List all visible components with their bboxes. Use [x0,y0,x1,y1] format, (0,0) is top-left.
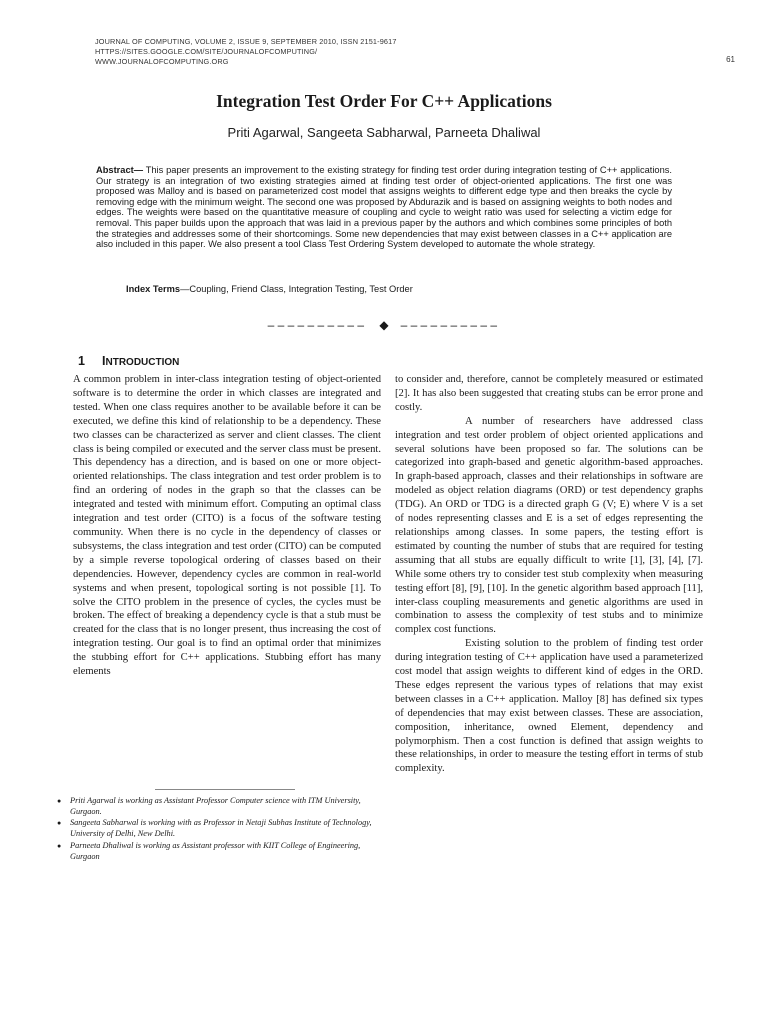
bullet-icon: ● [57,841,62,850]
right-column [395,373,703,776]
footnote-text: Parneeta Dhaliwal is working as Assistant professor with KIIT College of Engineering, Gurgaon [70,840,361,861]
journal-name: JOURNAL OF COMPUTING, VOLUME 2, ISSUE 9, SEPTEMBER 2010, ISSN 2151-9617 [95,37,397,46]
paper-title: Integration Test Order For C++ Applications [216,91,552,111]
paper-authors: Priti Agarwal, Sangeeta Sabharwal, Parneeta Dhaliwal [227,125,541,140]
journal-url: HTTPS://SITES.GOOGLE.COM/SITE/JOURNALOFCOMPUTING/ [95,47,318,57]
left-column [73,373,381,679]
footnote-item [57,841,387,862]
footnote-item [57,818,387,839]
body-paragraph: to consider and, therefore, cannot be completely measured or estimated [2]. It has also been suggested that creating stubs can be error prone and costly. [395,374,703,413]
running-header [95,37,675,68]
section-heading [78,352,179,370]
section-title-rest: NTRODUCTION [105,357,180,368]
bullet-icon: ● [57,819,62,828]
footnote-text: Priti Agarwal is working as Assistant Professor Computer science with ITM University, Gurgaon. [70,796,361,816]
diamond-icon: ◆ [379,318,389,332]
abstract-text: This paper presents an improvement to the existing strategy for finding test order during integration testing of C++ applications. Our strategy is an integration of two existing strategies aimed at finding test order of object-oriented applications. The first one was proposed was Malloy and is based on parameterized cost model that assigns weights to different edge type and then breaks the cycle by removing edge with the minimum weight. The second one was proposed by Abdurazik and is based on assigning weights to both nodes and edges. The weights were based on the quantitative measure of coupling and cycle to weight ratio was used for selecting a victim edge for removal. This paper builds upon the approach that was laid in a previous paper by the authors and which combines some principles of both the strategies and addresses some of their shortcomings. Some new dependencies that may exist between classes in a C++ application are also included in this paper. We also present a tool Class Test Ordering System developed to automate the whole strategy. [96,165,672,250]
body-paragraph: A common problem in inter-class integration testing of object-oriented software is to determine the order in which classes are integrated and tested. When one class requires another to be available before it can be executed, we define this kind of relationship to be a dependency. These two classes can be characterized as server and client classes. The client class is being compiled or executed and the server class must be present. This dependency has a direction, and is based on one or more object-oriented relationships. The class integration and test order problem is to find an ordering of nodes in the graph so that the classes can be integrated and tested with minimum effort. Computing an optimal class integration and test order (CITO) is a focus of the software testing community. When there is no cycle in the dependency of classes or subsystems, the class integration and test order (CITO) can be computed by a simple reverse topological ordering of classes based on their dependencies. However, dependency cycles are common in real-world systems and when present, topological sorting is not possible [1]. To solve the CITO problem in the presence of cycles, the cycles must be broken. The effect of breaking a dependency cycle is that a stub must be created for the class that is no longer present, thus increasing the cost of integration testing. Our goal is to find an optimal order that minimizes the stubbing effort for C++ applications. Stubbing effort has many elements [73,374,381,678]
index-terms [126,284,686,294]
body-paragraph: A number of researchers have addressed class integration and test order problem of object oriented applications and several solutions have been proposed so far. The solutions can be categorized into graph-based and genetic algorithm-based approaches. In graph-based approach, classes and their relationships in software are modeled as object relation diagrams (ORD) or test dependency graphs (TDG). An ORD or TDG is a directed graph G (V; E) where V is a set of nodes representing classes and E is a set of edges representing the relationships among classes. In some papers, the testing effort is estimated by counting the number of stubs that are required for testing assuming that all stubs are equally difficult to write [1], [3], [4], [7]. While some others try to consider test stub complexity when measuring testing effort [8], [9], [10]. In the genetic algorithm based approach [11], inter-class coupling measurements and genetic algorithms are used in combination to assess the complexity of test stubs and to minimize complex cost functions. [395,415,703,636]
separator-dashes-left: –––––––––– [267,318,368,332]
page-number: 61 [726,55,735,64]
footnote-text: Sangeeta Sabharwal is working with as Professor in Netaji Subhas Institute of Technology, University of Delhi, New Delhi. [70,818,372,839]
bullet-icon: ● [57,797,62,805]
footnote-item [57,796,387,817]
abstract-label: Abstract— [96,165,144,175]
separator-dashes-right: –––––––––– [400,318,501,332]
body-paragraph: Existing solution to the problem of finding test order during integration testing of C++ application have used a parameterized cost model that assign weights to different kind of edges in the ORD. These edges represent the various types of relations that may exist between classes in a C++ application. Malloy [8] has defined six types of dependencies that may exist between classes. These are association, composition, inheritance, owned Element, dependency and polymorphism. Then a cost function is defined that assign weights to these relationships, in order to measure the testing effort in terms of stub complexity. [395,638,703,775]
index-terms-label: Index Terms [126,284,181,294]
footnote-divider [155,789,295,790]
journal-website: WWW.JOURNALOFCOMPUTING.ORG [95,57,229,67]
section-title-initial: I [102,354,106,368]
index-terms-text: —Coupling, Friend Class, Integration Testing, Test Order [180,284,413,294]
author-footnotes [57,796,387,863]
abstract [96,165,672,250]
section-number: 1 [78,354,85,368]
section-separator [0,318,768,332]
